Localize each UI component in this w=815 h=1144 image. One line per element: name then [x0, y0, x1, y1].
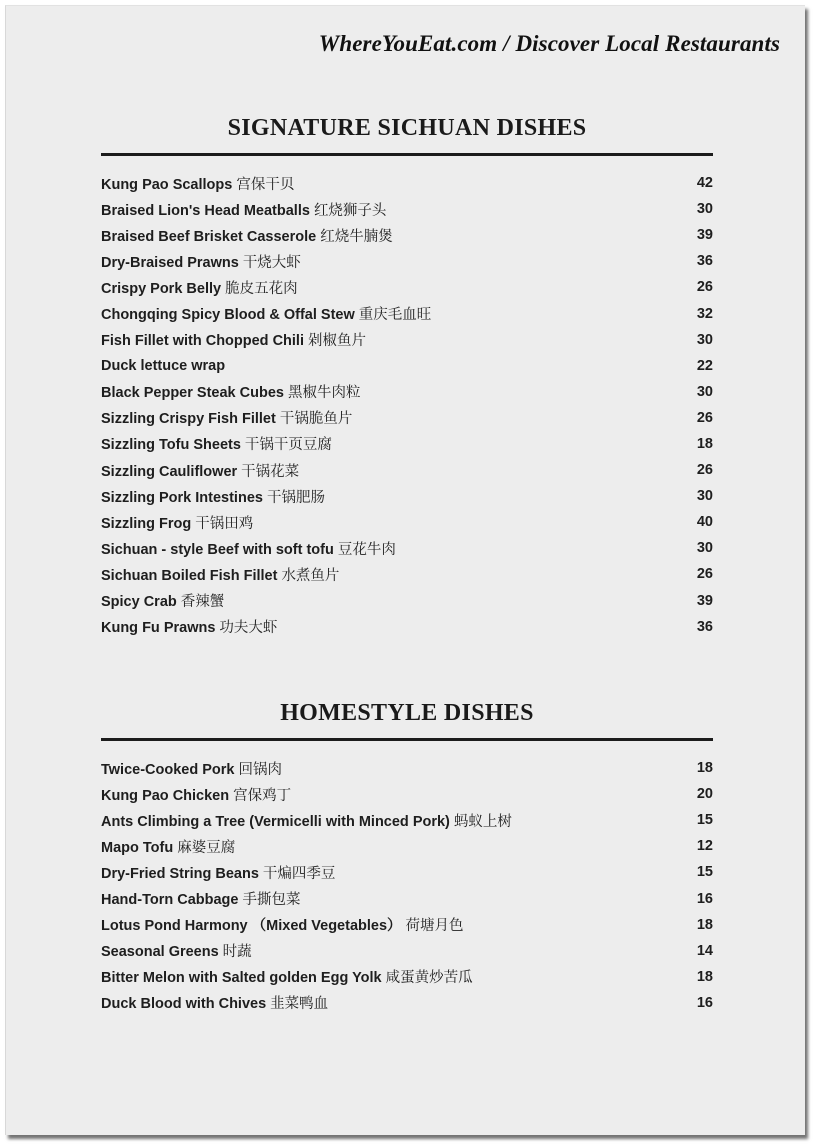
section-title: SIGNATURE SICHUAN DISHES [227, 115, 587, 141]
dish-price: 16 [696, 890, 713, 907]
dish-name: Sizzling Pork Intestines [101, 489, 263, 506]
dish-name-group [101, 564, 339, 585]
dish-name: Black Pepper Steak Cubes [101, 385, 284, 402]
dish-name-group [101, 433, 332, 454]
dish-price: 18 [696, 760, 713, 777]
dish-name: Sizzling Cauliflower [101, 463, 238, 480]
dish-name-chinese: 剁椒鱼片 [308, 333, 366, 350]
menu-item [101, 327, 713, 353]
dish-name-chinese: 功夫大虾 [219, 620, 278, 637]
dish-name: Dry-Fried String Beans [101, 865, 259, 882]
dish-name-chinese: 干锅干页豆腐 [244, 437, 332, 454]
dish-name: Kung Pao Scallops [101, 176, 233, 193]
dish-name: Braised Lion's Head Meatballs [101, 202, 310, 219]
dish-name: Spicy Crab [101, 594, 177, 611]
site-title: WhereYouEat.com / Discover Local Restaurants [318, 31, 780, 56]
dish-price: 26 [696, 279, 713, 296]
dish-name-chinese: 回锅肉 [238, 761, 282, 778]
dish-name-chinese: 干煸四季豆 [262, 865, 336, 882]
menu-item [101, 300, 713, 326]
dish-name-chinese: 干锅花菜 [241, 463, 300, 480]
dish-name: Fish Fillet with Chopped Chili [101, 333, 304, 350]
dish-name: Sizzling Crispy Fish Fillet [101, 411, 276, 428]
dish-name-group [101, 225, 393, 246]
dish-name-chinese: 黑椒牛肉粒 [287, 385, 361, 402]
dish-name-chinese: 韭菜鸭血 [270, 996, 329, 1013]
section-signature-sichuan [101, 113, 713, 640]
dish-name: Kung Pao Chicken [101, 787, 230, 804]
dish-price: 26 [696, 566, 713, 583]
dish-price: 22 [696, 357, 713, 374]
dish-name-chinese: 干锅肥肠 [266, 489, 325, 506]
menu-list [101, 170, 713, 640]
dish-name-chinese: 脆皮五花肉 [225, 280, 298, 297]
menu-item [101, 405, 713, 431]
menu-item [101, 964, 713, 990]
dish-name-chinese: 时蔬 [222, 944, 252, 961]
dish-price: 30 [696, 383, 713, 400]
dish-name: Duck lettuce wrap [101, 357, 226, 374]
dish-name: Sichuan Boiled Fish Fillet [101, 567, 278, 584]
dish-name-chinese: 豆花牛肉 [337, 541, 396, 558]
dish-name-chinese: 咸蛋黄炒苦瓜 [385, 970, 473, 987]
menu-item [101, 614, 713, 640]
dish-name-group [101, 616, 277, 637]
dish-name: Mapo Tofu [101, 839, 174, 856]
menu-item [101, 483, 713, 509]
menu-item [101, 353, 713, 379]
dish-name: Hand-Torn Cabbage [101, 892, 239, 909]
menu-item [101, 859, 713, 885]
dish-name-group [101, 173, 294, 194]
menu-item [101, 170, 713, 196]
dish-name-group [101, 460, 299, 481]
dish-price: 15 [696, 812, 713, 829]
menu-item [101, 457, 713, 483]
dish-price: 30 [696, 201, 713, 218]
dish-name: Twice-Cooked Pork [101, 761, 235, 778]
dish-name-group [101, 590, 224, 611]
dish-name-group [101, 784, 291, 805]
menu-item [101, 912, 713, 938]
dish-name-chinese: 荷塘月色 [405, 918, 464, 935]
menu-item [101, 781, 713, 807]
dish-price: 36 [696, 253, 713, 270]
dish-name-chinese: 水煮鱼片 [281, 567, 340, 584]
dish-name-chinese: 手撕包菜 [242, 892, 301, 909]
menu-list [101, 755, 713, 1016]
dish-price: 39 [696, 227, 713, 244]
menu-item [101, 248, 713, 274]
dish-price: 30 [696, 488, 713, 505]
dish-name-group [101, 251, 301, 272]
menu-item [101, 807, 713, 833]
dish-name: Sizzling Frog [101, 515, 192, 532]
dish-name: Duck Blood with Chives [101, 996, 267, 1013]
dish-name-group [101, 381, 360, 402]
dish-name-chinese: 宫保干贝 [236, 176, 295, 193]
dish-price: 26 [696, 409, 713, 426]
dish-name-chinese: 干锅脆鱼片 [279, 411, 353, 428]
menu-item [101, 535, 713, 561]
dish-name-group [101, 329, 366, 350]
menu-item [101, 938, 713, 964]
dish-price: 32 [696, 305, 713, 322]
section-divider [101, 153, 713, 156]
dish-price: 18 [696, 435, 713, 452]
dish-name-chinese: 红烧狮子头 [313, 202, 387, 219]
dish-name: Crispy Pork Belly [101, 280, 222, 297]
dish-price: 18 [696, 916, 713, 933]
dish-name-chinese: 宫保鸡丁 [233, 787, 292, 804]
menu-item [101, 509, 713, 535]
dish-name-chinese: 麻婆豆腐 [177, 839, 236, 856]
dish-name: Seasonal Greens [101, 944, 219, 961]
menu-item [101, 222, 713, 248]
dish-price: 15 [696, 864, 713, 881]
dish-name-group [101, 888, 300, 909]
dish-name: Lotus Pond Harmony （Mixed Vegetables） [101, 918, 402, 935]
section-homestyle [101, 698, 713, 1016]
dish-name-group [101, 486, 325, 507]
dish-name: Ants Climbing a Tree (Vermicelli with Minced Pork) [101, 813, 450, 830]
dish-name-chinese: 干烧大虾 [242, 254, 301, 271]
menu-item [101, 990, 713, 1016]
dish-price: 39 [696, 592, 713, 609]
dish-name: Sizzling Tofu Sheets [101, 437, 241, 454]
dish-name-group [101, 199, 386, 220]
dish-price: 20 [696, 786, 713, 803]
dish-name: Kung Fu Prawns [101, 620, 216, 637]
dish-name-group [101, 966, 473, 987]
dish-name-chinese: 香辣蟹 [180, 594, 225, 611]
menu-item [101, 379, 713, 405]
dish-name-group [101, 862, 335, 883]
menu-page [5, 5, 805, 1135]
dish-price: 26 [696, 462, 713, 479]
dish-name: Chongqing Spicy Blood & Offal Stew [101, 307, 355, 324]
dish-name: Braised Beef Brisket Casserole [101, 228, 317, 245]
dish-name-chinese: 红烧牛腩煲 [320, 228, 393, 245]
dish-name-group [101, 407, 352, 428]
dish-price: 18 [696, 968, 713, 985]
dish-name-group [101, 538, 396, 559]
dish-name-group [101, 277, 298, 298]
dish-name-group [101, 358, 229, 374]
dish-price: 16 [696, 994, 713, 1011]
section-title: HOMESTYLE DISHES [280, 700, 534, 726]
dish-price: 30 [696, 331, 713, 348]
dish-name-chinese: 蚂蚁上树 [453, 813, 512, 830]
menu-item [101, 755, 713, 781]
menu-item [101, 274, 713, 300]
dish-name-group [101, 810, 512, 831]
dish-name: Bitter Melon with Salted golden Egg Yolk [101, 970, 382, 987]
menu-item [101, 833, 713, 859]
dish-name: Sichuan - style Beef with soft tofu [101, 541, 334, 558]
dish-name-group [101, 914, 464, 935]
dish-price: 42 [696, 175, 713, 192]
menu-item [101, 561, 713, 587]
dish-price: 30 [696, 540, 713, 557]
section-divider [101, 738, 713, 741]
dish-price: 12 [696, 838, 713, 855]
menu-item [101, 885, 713, 911]
dish-price: 14 [696, 942, 713, 959]
dish-name-group [101, 303, 431, 324]
dish-name-group [101, 512, 253, 533]
dish-name-group [101, 836, 235, 857]
dish-name-group [101, 758, 282, 779]
menu-item [101, 431, 713, 457]
dish-name-group [101, 992, 328, 1013]
dish-name: Dry-Braised Prawns [101, 254, 239, 271]
dish-name-group [101, 940, 252, 961]
dish-price: 40 [696, 514, 713, 531]
dish-name-chinese: 干锅田鸡 [195, 515, 254, 532]
menu-item [101, 588, 713, 614]
dish-price: 36 [696, 618, 713, 635]
dish-name-chinese: 重庆毛血旺 [358, 307, 432, 324]
menu-item [101, 196, 713, 222]
